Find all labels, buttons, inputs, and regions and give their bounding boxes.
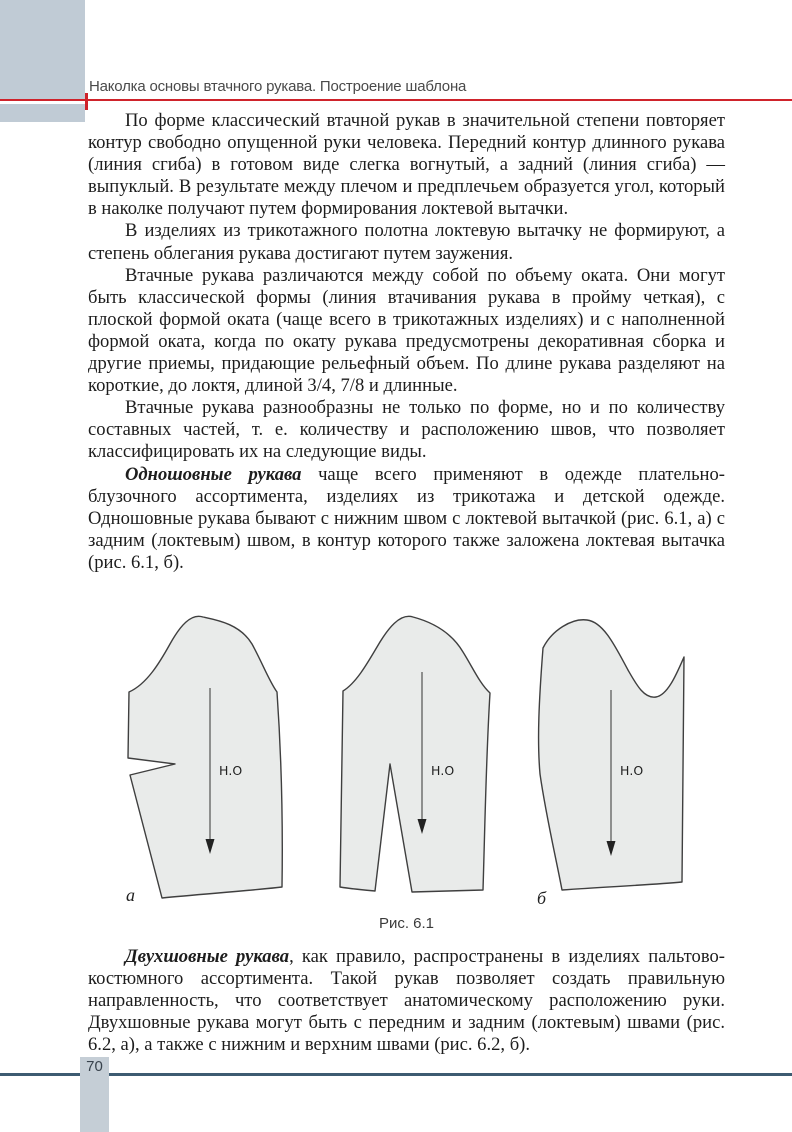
paragraph: [88, 220, 725, 264]
header-rule-tick: [85, 93, 88, 110]
paragraph: [88, 265, 725, 398]
grain-label-a: Н.О: [219, 763, 243, 778]
corner-block-top: [0, 0, 85, 99]
paragraph-lead: Двухшовные рукава: [125, 946, 290, 967]
running-head: Наколка основы втачного рукава. Построение шаблона: [89, 78, 467, 95]
figure-label-a: а: [126, 885, 135, 905]
header-rule: [0, 99, 792, 101]
corner-block-top-lower: [0, 104, 85, 122]
body-text-lower: [88, 946, 725, 1056]
paragraph: [88, 110, 725, 220]
paragraph: [88, 397, 725, 463]
paragraph-text: Втачные рукава различаются между собой по объему оката. Они могут быть классической формы (линия втачивания рукава в пройму четкая), с плоской формой оката (чаще всего в трикотажных изделиях) и с наполненной формой оката, когда по окату рукава предусмотрены декоративная сборка и другие приемы, придающие рельефный объем. По длине рукава разделяют на короткие, до локтя, длиной 3/4, 7/8 и длинные.: [88, 264, 725, 397]
sleeve-pattern-middle: [340, 616, 490, 892]
paragraph-text: , как правило, распространены в изделиях пальтово-костюмного ассортимента. Такой рукав позволяет создать правильную направленность, что соответствует анатомическому расположению руки. Двухшовные рукава могут быть с передним и задним (локтевым) швами (рис. 6.2, а), а также с нижним и верхним швами (рис. 6.2, б).: [88, 946, 725, 1056]
figure-sleeve-patterns: [90, 610, 710, 910]
paragraph-lead: Одношовные рукава: [125, 463, 302, 485]
paragraph-text: В изделиях из трикотажного полотна локтевую вытачку не формируют, а степень облегания рукава достигают путем заужения.: [88, 220, 725, 264]
page-number: 70: [86, 1058, 103, 1075]
sleeve-pattern-a: [128, 616, 282, 898]
paragraph: [88, 946, 725, 1056]
paragraph: [88, 464, 725, 574]
paragraph-text: чаще всего применяют в одежде плательно-блузочного ассортимента, изделиях из трикотажа и детской одежде. Одношовные рукава бывают с нижним швом с локтевой вытачкой (рис. 6.1, а) с задним (локтевым) швом, в контур которого также заложена локтевая вытачка (рис. 6.1, б).: [88, 463, 725, 573]
body-text-upper: [88, 110, 725, 574]
grain-label-middle: Н.О: [431, 763, 455, 778]
footer-rule: [0, 1073, 792, 1076]
grain-label-b: Н.О: [620, 763, 644, 778]
paragraph-text: Втачные рукава разнообразны не только по форме, но и по количеству составных частей, т. е. количеству и расположению швов, что позволяет классифицировать их на следующие виды.: [88, 397, 725, 463]
figure-caption: Рис. 6.1: [378, 915, 435, 932]
figure-label-b: б: [537, 888, 547, 908]
paragraph-text: По форме классический втачной рукав в значительной степени повторяет контур свободно опущенной руки человека. Передний контур длинного рукава (линия сгиба) в готовом виде слегка вогнутый, а задний (линия сгиба) — выпуклый. В результате между плечом и предплечьем образуется угол, который в наколке получают путем формирования локтевой вытачки.: [88, 110, 725, 220]
